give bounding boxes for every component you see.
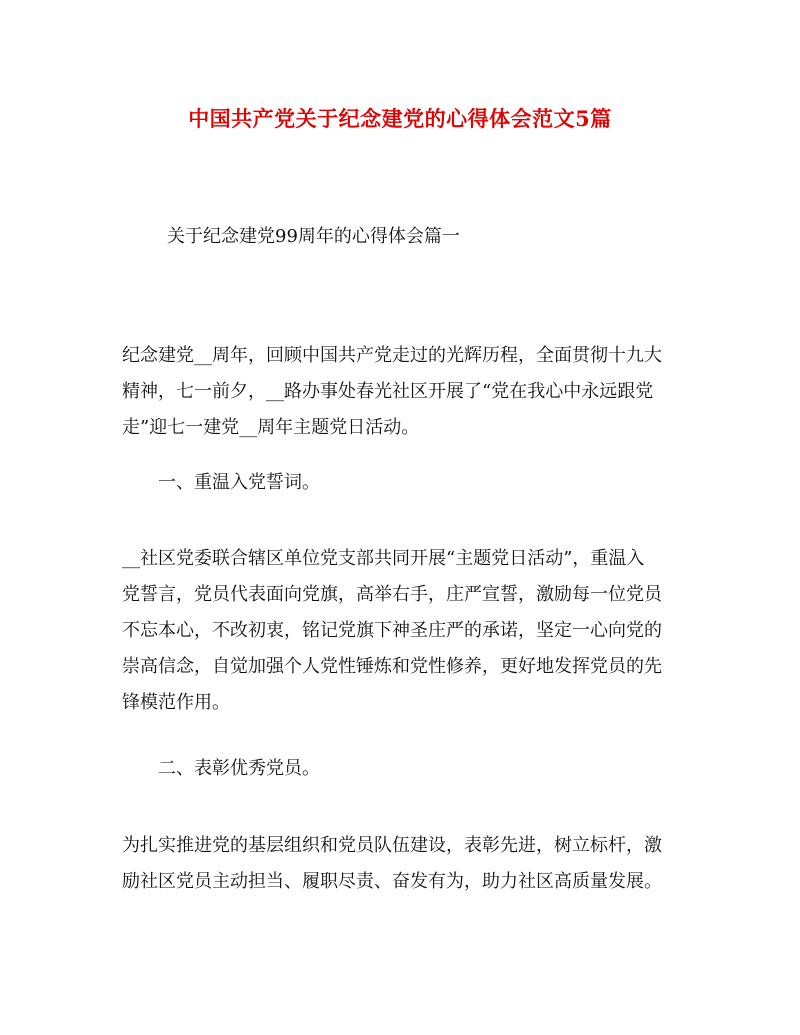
paragraph-line: 走”迎七一建党__周年主题党日活动。 bbox=[122, 417, 420, 438]
paragraph-line: 精神，七一前夕，__路办事处春光社区开展了“党在我心中永远跟党 bbox=[122, 381, 654, 402]
paragraph-line: 党誓言，党员代表面向党旗，高举右手，庄严宣誓，激励每一位党员 bbox=[122, 584, 662, 605]
heading-commend: 二、表彰优秀党员。 bbox=[158, 758, 320, 779]
paragraph-intro bbox=[122, 338, 682, 446]
section-subtitle: 关于纪念建党99周年的心得体会篇一 bbox=[167, 226, 460, 247]
paragraph-line: 纪念建党__周年，回顾中国共产党走过的光辉历程，全面贯彻十九大 bbox=[122, 345, 662, 366]
document-title: 中国共产党关于纪念建党的心得体会范文5篇 bbox=[188, 106, 612, 131]
paragraph-line: 锋模范作用。 bbox=[122, 692, 230, 713]
paragraph-commend bbox=[122, 828, 682, 900]
paragraph-oath bbox=[122, 541, 682, 721]
paragraph-line: 励社区党员主动担当、履职尽责、奋发有为，助力社区高质量发展。 bbox=[122, 871, 662, 892]
heading-oath: 一、重温入党誓词。 bbox=[158, 472, 320, 493]
paragraph-line: 为扎实推进党的基层组织和党员队伍建设，表彰先进，树立标杆，激 bbox=[122, 835, 662, 856]
paragraph-line: 崇高信念，自觉加强个人党性锤炼和党性修养，更好地发挥党员的先 bbox=[122, 656, 662, 677]
paragraph-line: 不忘本心，不改初衷，铭记党旗下神圣庄严的承诺，坚定一心向党的 bbox=[122, 620, 662, 641]
paragraph-line: __社区党委联合辖区单位党支部共同开展“主题党日活动”，重温入 bbox=[122, 548, 645, 569]
